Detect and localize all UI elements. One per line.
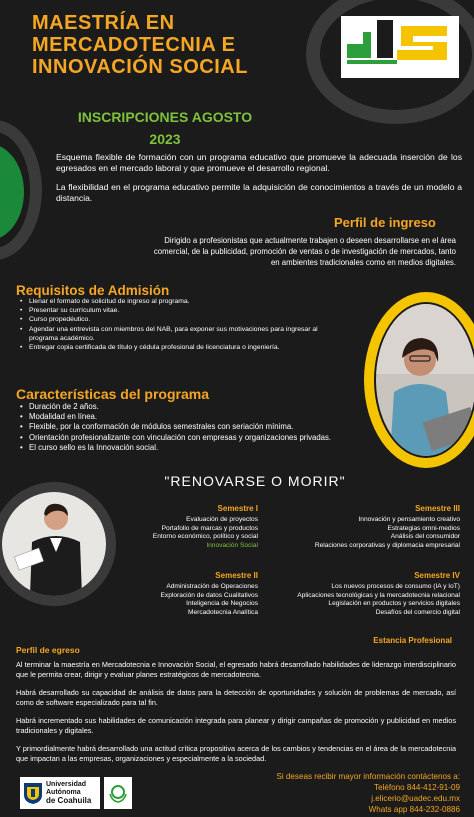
caracteristicas-heading: Características del programa xyxy=(16,386,209,402)
inscripciones-line-2: 2023 xyxy=(149,131,181,147)
intro-paragraph-2: La flexibilidad en el programa educativo permite la adquisición de conocimientos a través de un modelo a distancia. xyxy=(56,182,462,203)
mis-logo-icon xyxy=(341,16,459,78)
semestre-item: Portafolio de marcas y productos xyxy=(161,524,258,532)
semestre-item: Estrategias omni-medios xyxy=(387,524,460,532)
estancia-profesional: Estancia Profesional xyxy=(373,636,452,645)
university-name xyxy=(46,781,91,805)
caracteristica-item: • El curso sello es la Innovación social. xyxy=(20,443,340,453)
perfil-egreso-p4: Y primordialmente habrá desarrollado una actitud crítica propositiva acerca de los cambios y tendencias en el área de la mercadotecnia que impactan a las empresas, organizaciones y especialmente a la sociedad. xyxy=(16,744,456,763)
inscripciones-heading xyxy=(50,106,280,150)
university-name-line-3: de Coahuila xyxy=(46,796,92,805)
semestre-item: Mercadotecnia Analítica xyxy=(187,608,258,616)
semestre-3 xyxy=(268,505,460,550)
perfil-ingreso-heading: Perfil de ingreso xyxy=(334,215,436,230)
university-name-line-2: Autónoma xyxy=(46,789,81,796)
perfil-egreso-p3: Habrá incrementado sus habilidades de comunicación integrada para planear y dirigir campañas de promoción y publicidad en medios tradicionales y digitales. xyxy=(16,716,456,735)
contact-whatsapp: Whats app 844-232-0886 xyxy=(368,805,460,814)
title-line-2: MERCADOTECNIA E xyxy=(32,34,236,56)
requisitos-list xyxy=(20,297,340,352)
requisito-item: • Entregar copia certificada de título y cédula profesional de licenciatura o ingeniería. xyxy=(20,343,340,352)
contact-lead: Si deseas recibir mayor información contáctenos a: xyxy=(276,772,460,781)
semestre-item: Innovación y pensamiento creativo xyxy=(358,516,460,524)
motto: "RENOVARSE O MORIR" xyxy=(164,473,346,489)
caracteristica-item: • Flexible, por la conformación de módulos semestrales con seriación mínima. xyxy=(20,422,340,432)
caracteristica-item: • Duración de 2 años. xyxy=(20,402,340,412)
semestre-1-heading: Semestre I xyxy=(217,504,258,513)
perfil-egreso-heading: Perfil de egreso xyxy=(16,645,80,655)
semestre-item-highlight: Innovación Social xyxy=(206,541,258,549)
requisito-item: • Curso propedéutico. xyxy=(20,315,340,324)
semestre-item: Legislación en productos y servicios digitales xyxy=(328,600,460,608)
semestre-4 xyxy=(262,572,460,617)
requisito-item: • Presentar su currículum vitae. xyxy=(20,306,340,315)
title-line-3: INNOVACIÓN SOCIAL xyxy=(32,56,248,78)
contact-email[interactable]: j.elicerio@uadec.edu.mx xyxy=(371,794,460,803)
requisito-item: • Agendar una entrevista con miembros del NAB, para exponer sus motivaciones para ingresar al programa académico. xyxy=(20,325,340,343)
requisitos-heading: Requisitos de Admisión xyxy=(16,283,170,298)
mis-logo xyxy=(341,16,459,78)
semestre-2-heading: Semestre II xyxy=(215,571,258,580)
semestre-item: Entorno económico, político y social xyxy=(152,533,258,541)
caracteristica-item: • Orientación profesionalizante con vinculación con empresas y organizaciones privadas. xyxy=(20,433,340,443)
title-line-1: MAESTRÍA EN xyxy=(32,12,175,34)
program-title xyxy=(32,12,248,78)
semestre-item: Los nuevos procesos de consumo (IA y IoT) xyxy=(331,583,460,591)
semestre-item: Análisis del consumidor xyxy=(390,533,460,541)
secondary-logo-box xyxy=(104,777,132,809)
perfil-egreso-p1: Al terminar la maestría en Mercadotecnia e Innovación Social, el egresado habrá desarrollado habilidades de liderazgo interdisciplinario que le permita crear, dirigir y evaluar planes estratégicos de mercadotecnia. xyxy=(16,660,456,679)
perfil-ingreso-text: Dirigido a profesionistas que actualmente trabajen o deseen desarrollarse en el área comercial, de la publicidad, promoción de ventas o de investigación de mercados, tanto en ambientes tradicionales como en medios digitales. xyxy=(153,236,456,267)
semestre-1 xyxy=(116,505,258,550)
semestre-item: Aplicaciones tecnológicas y la mercadotecnia relacional xyxy=(297,591,460,599)
semestre-item: Exploración de datos Cualitativos xyxy=(160,591,258,599)
university-logo-box xyxy=(20,777,100,809)
semestre-2 xyxy=(116,572,258,617)
contact-phone: Teléfono 844-412-91-09 xyxy=(374,783,460,792)
caracteristicas-list xyxy=(20,402,340,453)
photo-woman-laptop xyxy=(376,304,474,456)
inscripciones-line-1: INSCRIPCIONES AGOSTO xyxy=(77,109,253,125)
semestre-item: Desafíos del comercio digital xyxy=(375,608,460,616)
semestre-4-heading: Semestre IV xyxy=(414,571,460,580)
caracteristica-item: • Modalidad en línea. xyxy=(20,412,340,422)
contact-block xyxy=(230,771,460,815)
requisito-item: • Llenar el formato de solicitud de ingreso al programa. xyxy=(20,297,340,306)
perfil-egreso-p2: Habrá desarrollado su capacidad de análisis de datos para la detección de oportunidades y solución de problemas de mercado, así como de software especializado para tal fin. xyxy=(16,688,456,707)
semestre-item: Relaciones corporativas y diplomacia empresarial xyxy=(314,541,460,549)
intro-paragraph-1: Esquema flexible de formación con un programa educativo que promueve la adecuada inserción de los egresados en el mercado laboral y que promueve el desarrollo regional. xyxy=(56,152,462,173)
semestre-item: Administración de Operaciones xyxy=(166,583,258,591)
semestre-3-heading: Semestre III xyxy=(415,504,460,513)
semestre-item: Evaluación de proyectos xyxy=(186,516,258,524)
semestre-item: Inteligencia de Negocios xyxy=(186,600,258,608)
university-shield-icon xyxy=(23,781,43,805)
university-name-line-1: Universidad xyxy=(46,781,87,788)
laurel-icon xyxy=(107,782,129,804)
photo-man-presenting xyxy=(2,492,106,596)
